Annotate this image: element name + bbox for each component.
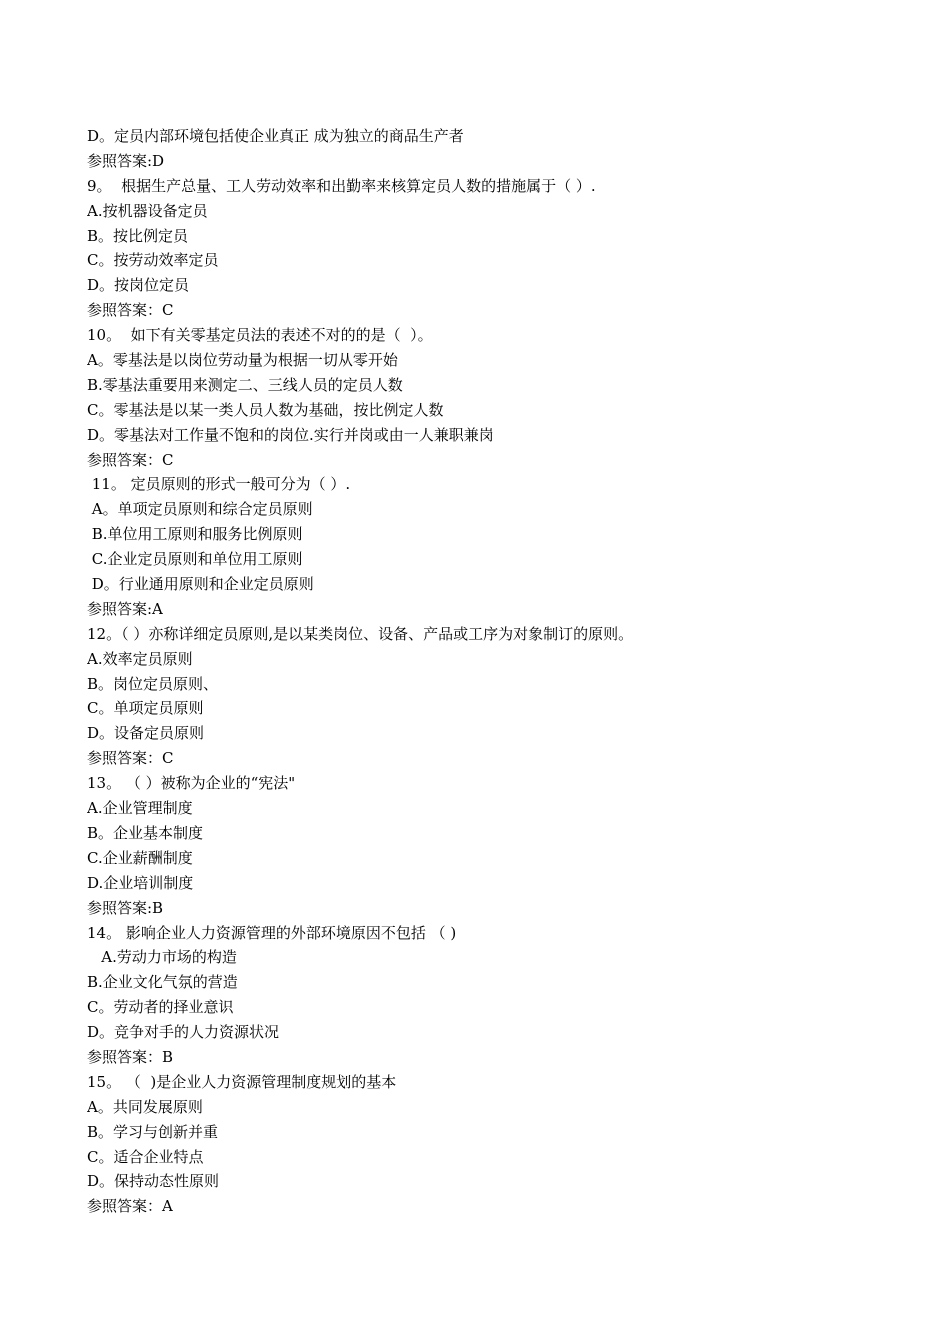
text-line: A。单项定员原则和综合定员原则 (87, 500, 313, 519)
text-line: 参照答案:A (87, 599, 163, 618)
text-line: C。按劳动效率定员 (87, 251, 219, 270)
text-line: C。适合企业特点 (87, 1147, 204, 1166)
text-line: C。单项定员原则 (87, 699, 204, 718)
text-line: A。零基法是以岗位劳动量为根据一切从零开始 (87, 351, 398, 370)
text-line: B。学习与创新并重 (87, 1122, 219, 1141)
text-line: D。零基法对工作量不饱和的岗位.实行并岗或由一人兼职兼岗 (87, 425, 494, 444)
text-line: A.按机器设备定员 (87, 201, 208, 220)
text-line: 参照答案:B (87, 898, 164, 917)
text-line: 参照答案：A (87, 1197, 173, 1216)
text-line: 13。 （ ）被称为企业的“宪法" (87, 774, 296, 793)
text-line: D。行业通用原则和企业定员原则 (87, 575, 314, 594)
text-line: B.企业文化气氛的营造 (87, 973, 238, 992)
text-line: D。保持动态性原则 (87, 1172, 220, 1191)
text-line: A.劳动力市场的构造 (87, 948, 237, 967)
text-line: 11。 定员原则的形式一般可分为（ ）. (87, 475, 351, 494)
text-line: 参照答案：C (87, 749, 174, 768)
text-line: 14。 影响企业人力资源管理的外部环境原因不包括 （ ) (87, 923, 457, 942)
text-line: 参照答案：B (87, 1047, 174, 1066)
text-line: B。按比例定员 (87, 226, 189, 245)
text-line: 12。（ ）亦称详细定员原则,是以某类岗位、设备、产品或工序为对象制订的原则。 (87, 624, 634, 643)
text-line: D。竞争对手的人力资源状况 (87, 1023, 280, 1042)
text-line: C.企业薪酬制度 (87, 848, 193, 867)
text-line: C.企业定员原则和单位用工原则 (87, 550, 303, 569)
document-body (87, 124, 887, 1219)
text-line: 参照答案：C (87, 301, 174, 320)
text-line: D.企业培训制度 (87, 873, 194, 892)
text-line: A.企业管理制度 (87, 799, 193, 818)
text-line: D。按岗位定员 (87, 276, 190, 295)
text-line: B。企业基本制度 (87, 823, 204, 842)
text-line: B。岗位定员原则、 (87, 674, 219, 693)
text-line: A。共同发展原则 (87, 1097, 203, 1116)
text-line: B.零基法重要用来测定二、三线人员的定员人数 (87, 375, 403, 394)
text-line: C。劳动者的择业意识 (87, 998, 234, 1017)
text-line: 参照答案:D (87, 151, 165, 170)
text-line: D。设备定员原则 (87, 724, 205, 743)
text-line: 9。 根据生产总量、工人劳动效率和出勤率来核算定员人数的措施属于（ ）. (87, 176, 596, 195)
text-line: 15。 （ )是企业人力资源管理制度规划的基本 (87, 1072, 397, 1091)
text-line: B.单位用工原则和服务比例原则 (87, 525, 303, 544)
text-line: D。定员内部环境包括使企业真正 成为独立的商品生产者 (87, 127, 464, 145)
text-line: C。零基法是以某一类人员人数为基础，按比例定人数 (87, 400, 444, 419)
text-line: 10。 如下有关零基定员法的表述不对的的是（ ）。 (87, 326, 433, 345)
text-line: 参照答案：C (87, 450, 174, 469)
text-line: A.效率定员原则 (87, 649, 193, 668)
